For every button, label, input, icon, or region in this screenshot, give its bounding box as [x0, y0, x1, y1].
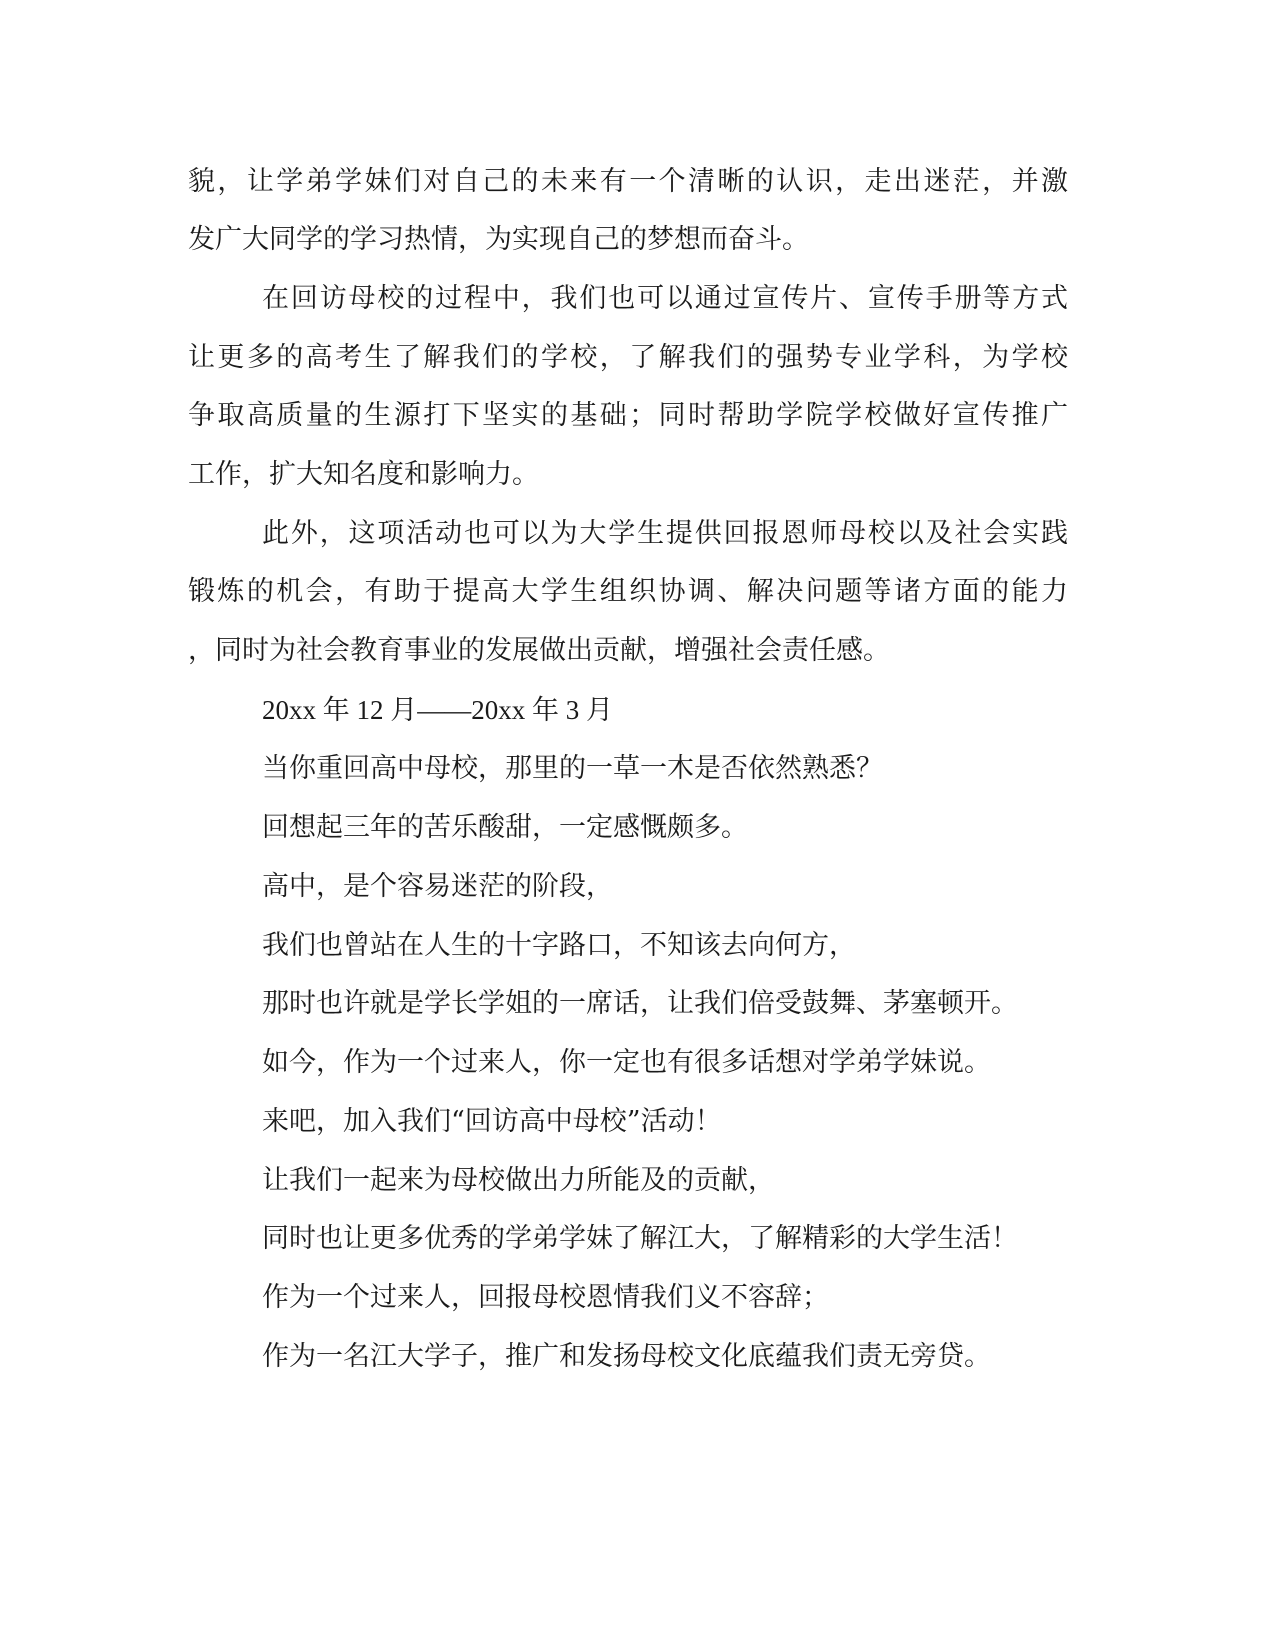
verse-line: 当你重回高中母校，那里的一草一木是否依然熟悉？ [262, 753, 883, 784]
paragraph-3-line-3: ，同时为社会教育事业的发展做出贡献，增强社会责任感。 [188, 635, 890, 666]
paragraph-3-line-1: 此外，这项活动也可以为大学生提供回报恩师母校以及社会实践 [262, 518, 1068, 549]
verse-line: 来吧，加入我们“回访高中母校”活动！ [262, 1106, 722, 1137]
paragraph-3-line-2: 锻炼的机会，有助于提高大学生组织协调、解决问题等诸方面的能力 [188, 576, 1068, 607]
verse-line: 如今，作为一个过来人，你一定也有很多话想对学弟学妹说。 [262, 1047, 991, 1078]
paragraph-2-line-1: 在回访母校的过程中，我们也可以通过宣传片、宣传手册等方式 [262, 283, 1068, 314]
verse-line: 作为一名江大学子，推广和发扬母校文化底蕴我们责无旁贷。 [262, 1341, 991, 1372]
paragraph-1-line-1: 貌，让学弟学妹们对自己的未来有一个清晰的认识，走出迷茫，并激 [188, 166, 1068, 197]
verse-line: 我们也曾站在人生的十字路口，不知该去向何方， [262, 930, 856, 961]
verse-line: 高中，是个容易迷茫的阶段， [262, 871, 613, 902]
paragraph-2-line-4: 工作，扩大知名度和影响力。 [188, 459, 539, 490]
verse-line: 回想起三年的苦乐酸甜，一定感慨颇多。 [262, 812, 748, 843]
date-range: 20xx 年 12 月——20xx 年 3 月 [262, 695, 613, 725]
verse-line: 作为一个过来人，回报母校恩情我们义不容辞； [262, 1282, 829, 1313]
verse-line: 让我们一起来为母校做出力所能及的贡献， [262, 1165, 775, 1196]
verse-line: 同时也让更多优秀的学弟学妹了解江大，了解精彩的大学生活！ [262, 1223, 1018, 1254]
paragraph-2-line-2: 让更多的高考生了解我们的学校，了解我们的强势专业学科，为学校 [188, 342, 1068, 373]
paragraph-1-line-2: 发广大同学的学习热情，为实现自己的梦想而奋斗。 [188, 224, 809, 255]
paragraph-2-line-3: 争取高质量的生源打下坚实的基础；同时帮助学院学校做好宣传推广 [188, 400, 1068, 431]
verse-line: 那时也许就是学长学姐的一席话，让我们倍受鼓舞、茅塞顿开。 [262, 988, 1018, 1019]
